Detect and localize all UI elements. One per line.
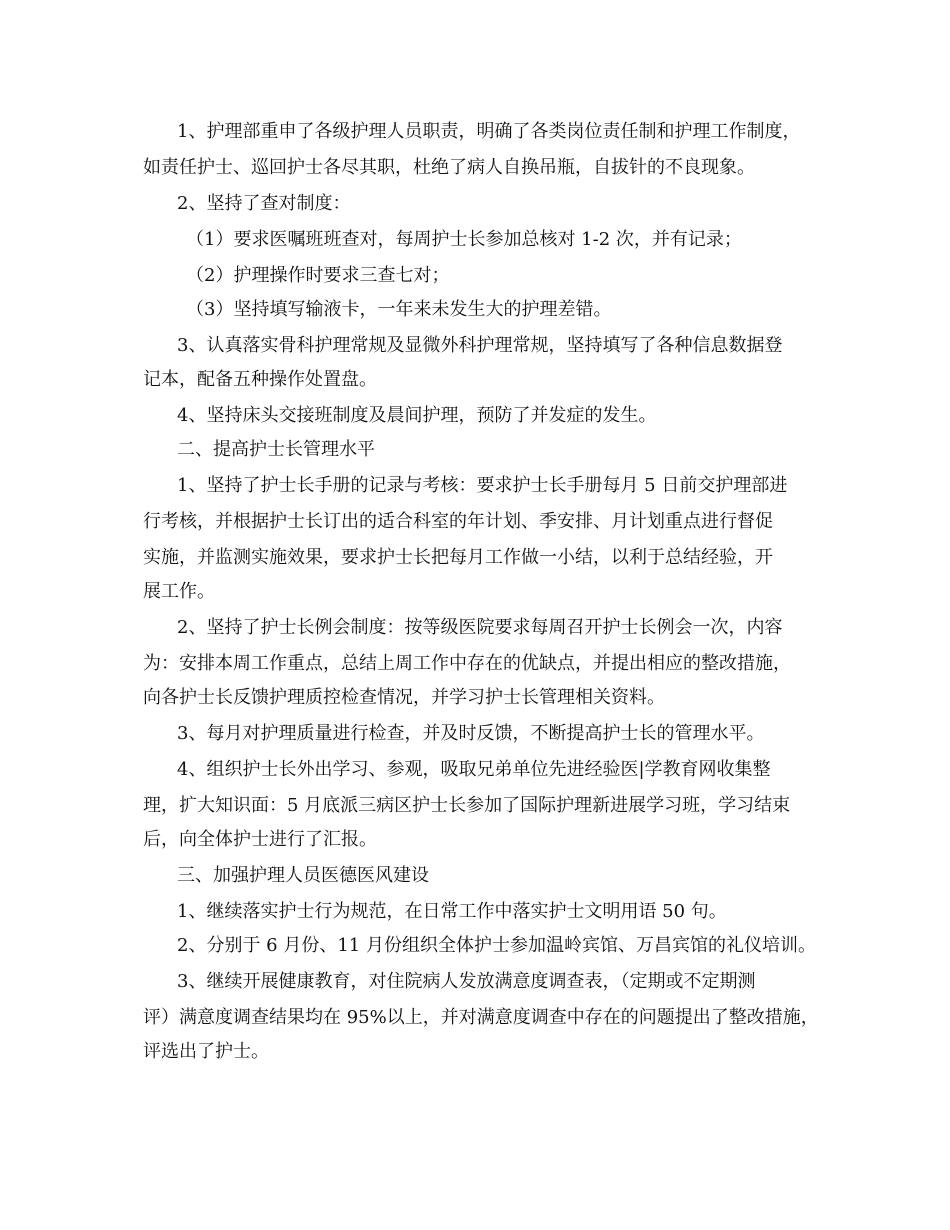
paragraph-line: 2、坚持了查对制度： — [177, 193, 351, 214]
paragraph-line: 2、分别于 6 月份、11 月份组织全体护士参加温岭宾馆、万昌宾馆的礼仪培训。 — [177, 935, 816, 956]
paragraph-line: 4、组织护士长外出学习、参观，吸取兄弟单位先进经验医|学教育网收集整 — [177, 759, 771, 780]
paragraph-line: 2、坚持了护士长例会制度：按等级医院要求每周召开护士长例会一次，内容 — [177, 617, 783, 638]
paragraph-line: 评选出了护士。 — [143, 1041, 269, 1062]
paragraph-line: 1、继续落实护士行为规范，在日常工作中落实护士文明用语 50 句。 — [177, 901, 727, 922]
section-heading: 二、提高护士长管理水平 — [177, 439, 375, 460]
paragraph-line: 评）满意度调查结果均在 95%以上，并对满意度调查中存在的问题提出了整改措施， — [143, 1007, 819, 1028]
paragraph-line: 向各护士长反馈护理质控检查情况，并学习护士长管理相关资料。 — [143, 687, 665, 708]
paragraph-line: （2）护理操作时要求三查七对； — [186, 265, 450, 286]
paragraph-line: 展工作。 — [143, 581, 215, 602]
paragraph-line: 3、每月对护理质量进行检查，并及时反馈，不断提高护士长的管理水平。 — [177, 723, 765, 744]
paragraph-line: 理，扩大知识面：5 月底派三病区护士长参加了国际护理新进展学习班，学习结束 — [143, 795, 791, 816]
paragraph-line: 后，向全体护士进行了汇报。 — [143, 829, 377, 850]
paragraph-line: 1、护理部重申了各级护理人员职责，明确了各类岗位责任制和护理工作制度， — [177, 121, 801, 142]
paragraph-line: 1、坚持了护士长手册的记录与考核：要求护士长手册每月 5 日前交护理部进 — [177, 475, 788, 496]
paragraph-line: 3、认真落实骨科护理常规及显微外科护理常规，坚持填写了各种信息数据登 — [177, 335, 783, 356]
paragraph-line: 实施，并监测实施效果，要求护士长把每月工作做一小结，以利于总结经验，开 — [143, 547, 773, 568]
paragraph-line: 记本，配备五种操作处置盘。 — [143, 369, 377, 390]
paragraph-line: （3）坚持填写输液卡，一年来未发生大的护理差错。 — [186, 299, 612, 320]
paragraph-line: 为：安排本周工作重点，总结上周工作中存在的优缺点，并提出相应的整改措施， — [143, 653, 791, 674]
paragraph-line: 如责任护士、巡回护士各尽其职，杜绝了病人自换吊瓶，自拔针的不良现象。 — [143, 157, 755, 178]
paragraph-line: 3、继续开展健康教育，对住院病人发放满意度调查表，（定期或不定期测 — [177, 971, 756, 992]
paragraph-line: 行考核，并根据护士长订出的适合科室的年计划、季安排、月计划重点进行督促 — [143, 511, 773, 532]
paragraph-line: 4、坚持床头交接班制度及晨间护理，预防了并发症的发生。 — [177, 405, 657, 426]
section-heading: 三、加强护理人员医德医风建设 — [177, 865, 429, 886]
paragraph-line: （1）要求医嘱班班查对，每周护士长参加总核对 1-2 次，并有记录； — [186, 229, 742, 250]
